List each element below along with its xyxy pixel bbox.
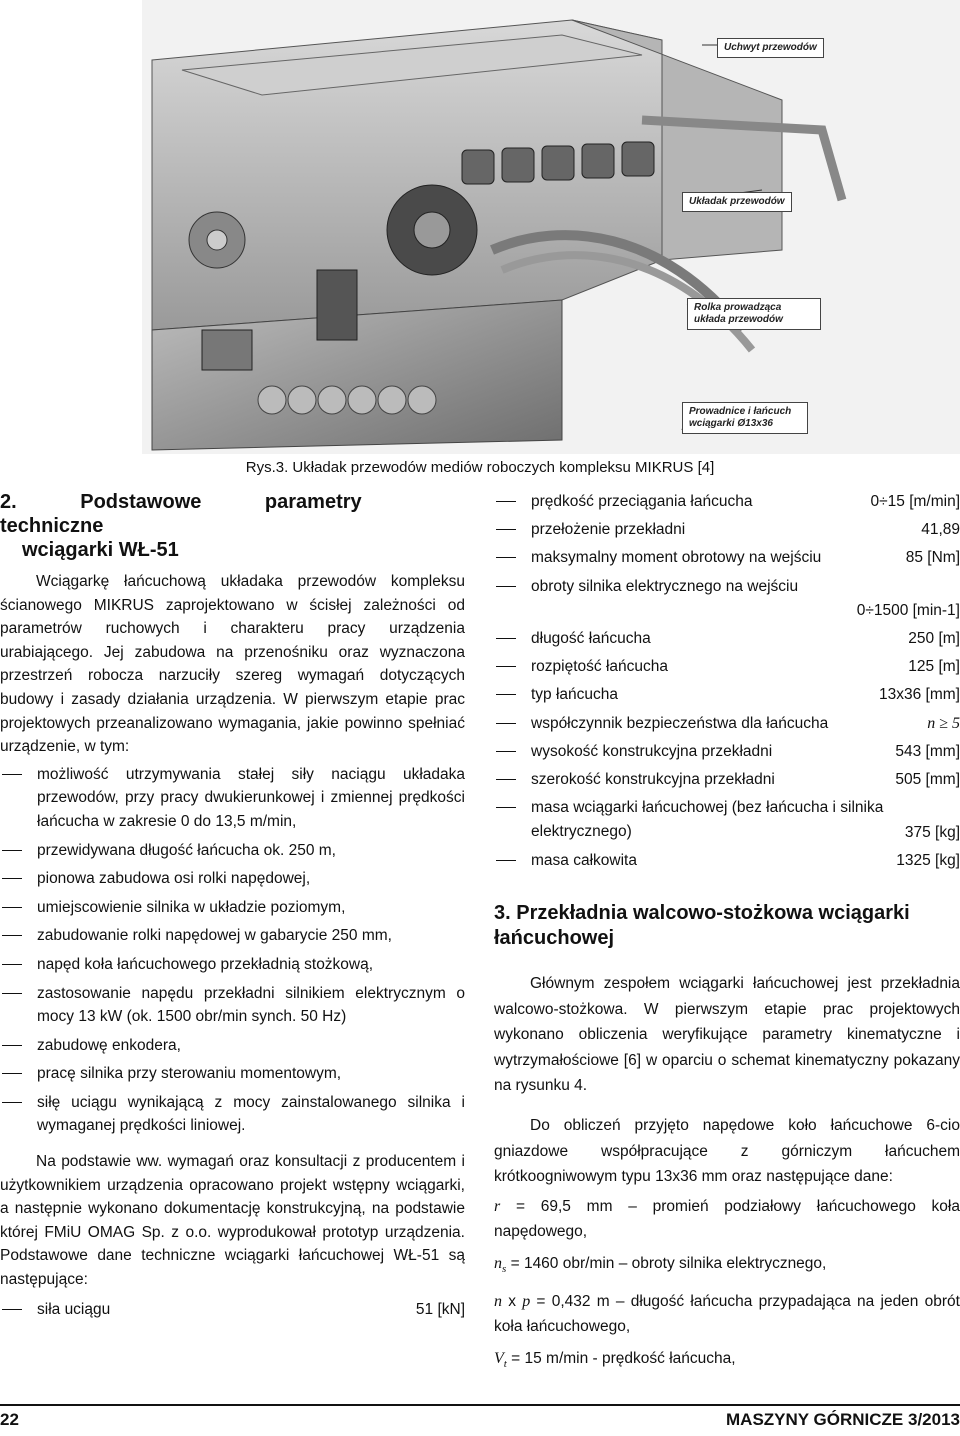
symbol: V <box>494 1349 504 1367</box>
param-value: 51 [kN] <box>415 1300 465 1318</box>
journal-name: MASZYNY GÓRNICZE 3/2013 <box>726 1410 960 1429</box>
list-item: siłę uciągu wynikającą z mocy zainstalowanego silnika i wymaganej prędkości liniowej. <box>0 1091 465 1138</box>
callout-cable-layer: Układak przewodów <box>682 192 792 212</box>
list-item: możliwość utrzymywania stałej siły naciągu układaka przewodów, przy pracy dwukierunkowej i zmiennej prędkości łańcucha w zakresie 0 do 13,5 m/min, <box>0 763 465 834</box>
data-item <box>494 1346 960 1378</box>
data-item <box>494 1251 960 1283</box>
data-text: = 15 m/min - prędkość łańcucha, <box>506 1349 736 1367</box>
paragraph: Na podstawie ww. wymagań oraz konsultacji z producentem i użytkownikiem urządzenia opracowano projekt wstępny wciągarki, a następnie wykonano dokumentację konstrukcyjną, na podstawie której FMiU OMAG Sp. z o.o. wyprodukował prototyp urządzenia. Podstawowe dane techniczne wciągarki łańcuchowej WŁ-51 są następujące: <box>0 1153 465 1289</box>
symbol: n <box>494 1254 502 1272</box>
param-label: masa wciągarki łańcuchowej (bez łańcucha i silnika elektrycznego) <box>531 799 884 841</box>
param-row <box>494 796 960 845</box>
param-label: przełożenie przekładni <box>531 521 686 539</box>
figure-caption: Rys.3. Układak przewodów mediów roboczych kompleksu MIKRUS [4] <box>245 459 715 476</box>
param-row <box>494 768 960 792</box>
param-value: 0÷15 [m/min] <box>870 493 960 510</box>
param-row <box>494 575 960 623</box>
param-label: masa całkowita <box>531 851 637 869</box>
param-label: długość łańcucha <box>531 630 651 648</box>
param-label: maksymalny moment obrotowy na wejściu <box>531 549 822 567</box>
heading-line-1 <box>0 490 465 538</box>
right-column <box>494 490 960 1378</box>
paragraph: Do obliczeń przyjęto napędowe koło łańcuchowe 6-cio gniazdowe współpracujące z górniczym łańcuchem krótkoogniwowym typu 13x36 mm oraz następujące dane: <box>494 1117 960 1186</box>
paragraph: Głównym zespołem wciągarki łańcuchowej jest przekładnia walcowo-stożkowa. W pierwszym etapie prac projektowych wykonano obliczenia weryfikujące parametry kinematyczne i wytrzymałościowe [6] w oparciu o schemat kinematyczny pokazany na rysunku 4. <box>494 975 960 1095</box>
param-row <box>494 518 960 542</box>
param-label: typ łańcucha <box>531 686 619 704</box>
list-item: zabudowę enkodera, <box>0 1034 465 1058</box>
callout-cable-holder: Uchwyt przewodów <box>717 38 824 58</box>
param-label: szerokość konstrukcyjna przekładni <box>531 771 775 789</box>
left-column <box>0 490 465 1321</box>
param-label: współczynnik bezpieczeństwa dla łańcucha <box>531 714 829 732</box>
param-value: 125 [m] <box>908 658 960 676</box>
param-row <box>494 740 960 764</box>
heading-line-2: wciągarki WŁ-51 <box>22 539 179 561</box>
symbol: n <box>494 1292 502 1310</box>
param-label: wysokość konstrukcyjna przekładni <box>531 742 773 760</box>
param-value: 543 [mm] <box>895 742 960 760</box>
heading-2-text: 2. Podstawowe parametry techniczne <box>0 491 362 537</box>
param-row <box>0 1298 465 1322</box>
page-number: 22 <box>0 1410 19 1429</box>
symbol: r <box>494 1197 501 1215</box>
data-text: = 0,432 m – długość łańcucha przypadająca na jeden obrót koła łańcuchowego, <box>494 1292 960 1336</box>
param-row <box>494 683 960 707</box>
data-item: n x p = 0,432 m – długość łańcucha przypadająca na jeden obrót koła łańcuchowego, <box>494 1292 960 1336</box>
param-value: 505 [mm] <box>895 771 960 789</box>
param-label: prędkość przeciągania łańcucha <box>531 493 753 510</box>
callout-guide-roller: Rolka prowadząca układa przewodów <box>687 298 821 330</box>
data-text: = 69,5 mm – promień podziałowy łańcuchowego koła napędowego, <box>494 1197 960 1241</box>
param-row <box>494 490 960 514</box>
subscript: t <box>503 1357 507 1370</box>
param-list <box>0 1298 465 1322</box>
param-list <box>494 490 960 873</box>
list-item: przewidywana długość łańcucha ok. 250 m, <box>0 839 465 863</box>
figure-image <box>142 0 960 454</box>
list-item: napęd koła łańcuchowego przekładnią stożkową, <box>0 953 465 977</box>
param-label: siła uciągu <box>37 1300 111 1318</box>
paragraph: Wciągarkę łańcuchową układaka przewodów kompleksu ścianowego MIKRUS zaprojektowano w ścisłej zależności od parametrów ruchowych i charakteru pracy urządzenia urabiającego. Jej zabudowa na przenośniku oraz wyznaczona przestrzeń robocza narzuciły szereg wymagań dotyczących budowy i zasady działania urządzenia. W pierwszym etapie prac projektowych przeanalizowano wymagania, jakie powinno spełniać urządzenie, w tym: <box>0 573 465 756</box>
list-item: zabudowanie rolki napędowej w gabarycie 250 mm, <box>0 924 465 948</box>
param-row <box>494 546 960 570</box>
footer-divider <box>0 1404 960 1406</box>
param-label: obroty silnika elektrycznego na wejściu <box>531 577 799 595</box>
list-item: zastosowanie napędu przekładni silnikiem elektrycznym o mocy 13 kW (ok. 1500 obr/min synch. 50 Hz) <box>0 982 465 1029</box>
data-item <box>494 1194 960 1245</box>
list-item: pracę silnika przy sterowaniu momentowym, <box>0 1062 465 1086</box>
param-value: n ≥ 5 <box>927 714 960 732</box>
requirements-list <box>0 763 465 1138</box>
param-row <box>494 849 960 873</box>
param-value: 375 [kg] <box>904 823 960 841</box>
section-heading-3: 3. Przekładnia walcowo-stożkowa wciągarki łańcuchowej <box>494 902 910 950</box>
param-value: 13x36 [mm] <box>879 686 960 704</box>
data-text: = 1460 obr/min – obroty silnika elektrycznego, <box>506 1254 827 1272</box>
list-item: pionowa zabudowa osi rolki napędowej, <box>0 867 465 891</box>
param-value: 0÷1500 [min-1] <box>856 601 960 619</box>
callout-guides-chain: Prowadnice i łańcuch wciągarki Ø13x36 <box>682 402 808 434</box>
param-value: 1325 [kg] <box>896 851 960 869</box>
param-row <box>494 655 960 679</box>
param-label: rozpiętość łańcucha <box>531 658 668 676</box>
symbol: p <box>522 1292 531 1310</box>
param-value: 85 [Nm] <box>905 549 960 567</box>
param-row <box>494 712 960 736</box>
subscript: s <box>502 1263 507 1276</box>
section-heading-2 <box>0 490 465 562</box>
param-value: 41,89 <box>921 521 960 539</box>
list-item: umiejscowienie silnika w układzie poziomym, <box>0 896 465 920</box>
machine-illustration <box>142 0 960 454</box>
param-row <box>494 627 960 651</box>
param-value: 250 [m] <box>908 630 960 648</box>
